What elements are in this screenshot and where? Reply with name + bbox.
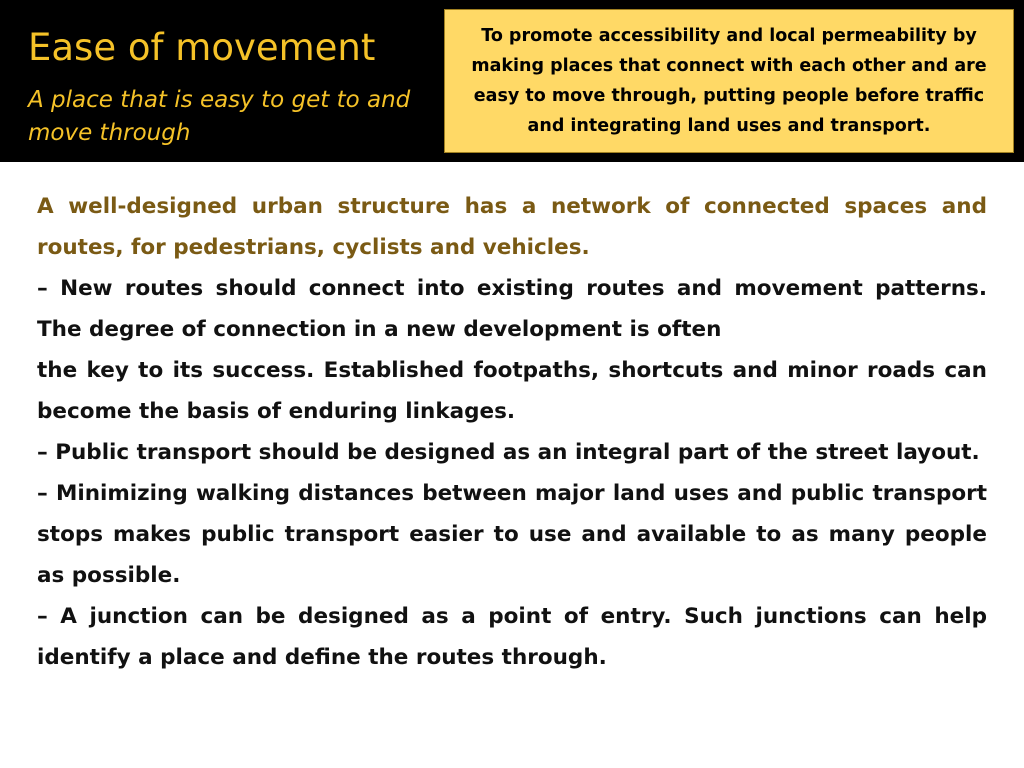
slide-subtitle: A place that is easy to get to and move through bbox=[28, 87, 411, 146]
body-text bbox=[37, 186, 987, 678]
point-new-routes-continued: the key to its success. Established footpaths, shortcuts and minor roads can become the basis of enduring linkages. bbox=[37, 358, 987, 424]
point-walking-distances: – Minimizing walking distances between major land uses and public transport stops makes public transport easier to use and available to as many people as possible. bbox=[37, 481, 987, 588]
point-public-transport: – Public transport should be designed as an integral part of the street layout. bbox=[37, 440, 980, 465]
intro-paragraph: A well-designed urban structure has a network of connected spaces and routes, for pedestrians, cyclists and vehicles. bbox=[37, 194, 987, 260]
objective-callout: To promote accessibility and local permeability by making places that connect with each other and are easy to move through, putting people before traffic and integrating land uses and transport. bbox=[444, 9, 1014, 153]
point-new-routes: – New routes should connect into existing routes and movement patterns. The degree of connection in a new development is often bbox=[37, 276, 987, 342]
slide-title: Ease of movement bbox=[28, 26, 376, 69]
point-junction: – A junction can be designed as a point of entry. Such junctions can help identify a place and define the routes through. bbox=[37, 604, 987, 670]
